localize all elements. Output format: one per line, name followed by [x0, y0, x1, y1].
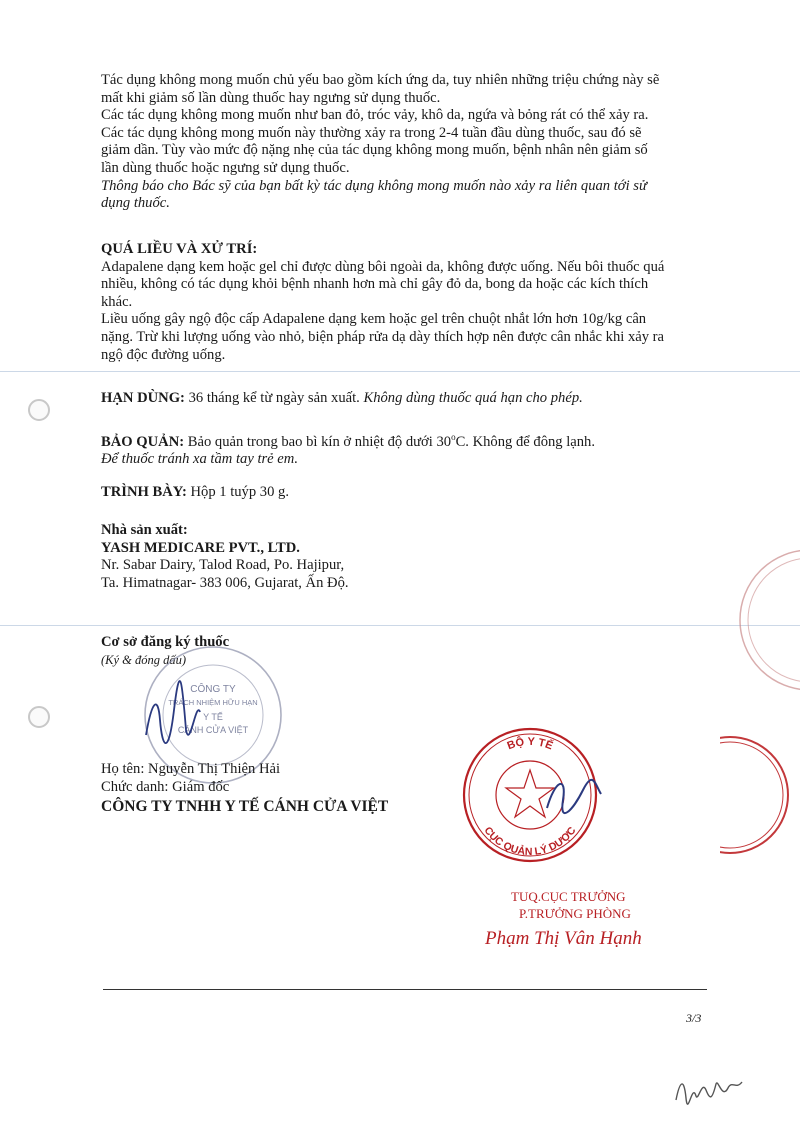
punch-hole-icon	[28, 399, 50, 421]
stamp-bottom-text: CỤC QUẢN LÝ DƯỢC	[481, 824, 579, 859]
presentation-text: Hộp 1 tuýp 30 g.	[186, 484, 289, 500]
side-effects-text: mất khi giảm số lần dùng thuốc hay ngưng sử dụng thuốc.	[101, 89, 441, 106]
side-effects-text: Các tác dụng không mong muốn này thường xảy ra trong 2-4 tuần đầu dùng thuốc, sau đó sẽ	[101, 124, 642, 141]
side-effects-section	[101, 72, 731, 213]
signature-stroke	[547, 780, 601, 813]
registrant-label: Cơ sở đăng ký thuốc	[101, 634, 230, 650]
punch-hole-icon	[28, 706, 50, 728]
overdose-text: khác.	[101, 293, 133, 310]
stamp-line: Y TẾ	[203, 712, 223, 722]
overdose-text: ngộ độc đường uống.	[101, 346, 226, 363]
shelf-life-section	[101, 390, 731, 408]
overdose-text: Liều uống gây ngộ độc cấp Adapalene dạng kem hoặc gel trên chuột nhắt lớn hơn 10g/kg cân	[101, 311, 647, 328]
overdose-text: nặng. Trừ khi lượng uống vào nhỏ, biện pháp rửa dạ dày thích hợp nên được cân nhắc khi xảy ra	[101, 328, 665, 345]
registrant-details	[101, 761, 731, 816]
page-number: 3/3	[686, 1011, 702, 1025]
registrant-company: CÔNG TY TNHH Y TẾ CÁNH CỬA VIỆT	[101, 798, 389, 816]
storage-text: Bảo quản trong bao bì kín ở nhiệt độ dưới 30	[184, 433, 452, 450]
side-effects-text: lần dùng thuốc hoặc ngưng sử dụng thuốc.	[101, 159, 350, 176]
stamp-line: TRÁCH NHIỆM HỮU HẠN	[168, 698, 258, 707]
svg-text:BỘ Y TẾ	[506, 735, 555, 752]
sign-note: (Ký & đóng dấu)	[101, 652, 187, 667]
shelf-life-label: HẠN DÙNG:	[101, 390, 185, 406]
manufacturer-name: YASH MEDICARE PVT., LTD.	[101, 539, 300, 556]
approval-block	[485, 888, 642, 952]
manufacturer-address: Ta. Himatnagar- 383 006, Gujarat, Ấn Độ.	[101, 574, 349, 591]
initials-signature-icon	[672, 1070, 752, 1110]
storage-section	[101, 429, 731, 469]
presentation-section	[101, 484, 731, 502]
manufacturer-address: Nr. Sabar Dairy, Talod Road, Po. Hajipur,	[101, 557, 345, 574]
registrant-name: Nguyễn Thị Thiện Hải	[148, 761, 281, 777]
overdose-text: nhiều, không có tác dụng khỏi bệnh nhanh hơn mà chỉ gây đỏ da, bong da hoặc các kích thích	[101, 276, 649, 293]
degree-mark: o	[451, 432, 456, 442]
approval-signature-name: Phạm Thị Vân Hạnh	[485, 928, 642, 949]
scan-fold-line	[0, 625, 800, 626]
ministry-stamp-icon	[455, 720, 605, 870]
side-effects-note: Thông báo cho Bác sỹ của bạn bất kỳ tác dụng không mong muốn nào xảy ra liên quan tới sử	[101, 177, 647, 194]
partial-seal-icon	[720, 730, 800, 860]
registrant-title: Giám đốc	[172, 778, 230, 795]
approval-line: P.TRƯỞNG PHÒNG	[519, 906, 631, 921]
overdose-text: Adapalene dạng kem hoặc gel chỉ được dùng bôi ngoài da, không được uống. Nếu bôi thuốc quá	[101, 258, 665, 275]
stamp-top-text: BỘ Y TẾ	[505, 735, 555, 753]
presentation-label: TRÌNH BÀY:	[101, 484, 187, 500]
manufacturer-label: Nhà sản xuất:	[101, 522, 188, 538]
title-label: Chức danh:	[101, 778, 173, 795]
storage-label: BẢO QUẢN:	[101, 433, 185, 450]
stamp-line: CÁNH CỬA VIỆT	[177, 725, 249, 735]
manufacturer-section	[101, 522, 731, 592]
overdose-section	[101, 241, 731, 364]
stamp-line: CÔNG TY	[190, 684, 236, 695]
storage-note: Để thuốc tránh xa tầm tay trẻ em.	[101, 451, 298, 468]
side-effects-text: giảm dần. Tùy vào mức độ nặng nhẹ của tác dụng không mong muốn, bệnh nhân nên giảm số	[101, 142, 648, 159]
side-effects-text: Tác dụng không mong muốn chủ yếu bao gồm kích ứng da, tuy nhiên những triệu chứng này sẽ	[101, 72, 660, 88]
side-effects-note: dụng thuốc.	[101, 195, 170, 212]
storage-text: C. Không để đông lạnh.	[455, 433, 596, 450]
overdose-heading: QUÁ LIỀU VÀ XỬ TRÍ:	[101, 241, 258, 257]
approval-line: TUQ.CỤC TRƯỞNG	[511, 889, 626, 904]
footer-rule	[103, 989, 707, 990]
partial-seal-icon	[715, 545, 800, 695]
shelf-life-text: 36 tháng kể từ ngày sản xuất.	[184, 390, 364, 406]
name-label: Họ tên:	[101, 761, 149, 777]
shelf-life-note: Không dùng thuốc quá hạn cho phép.	[363, 390, 583, 406]
scan-fold-line	[0, 371, 800, 372]
side-effects-text: Các tác dụng không mong muốn như ban đỏ, tróc vảy, khô da, ngứa và bỏng rát có thể xảy ra.	[101, 107, 649, 124]
